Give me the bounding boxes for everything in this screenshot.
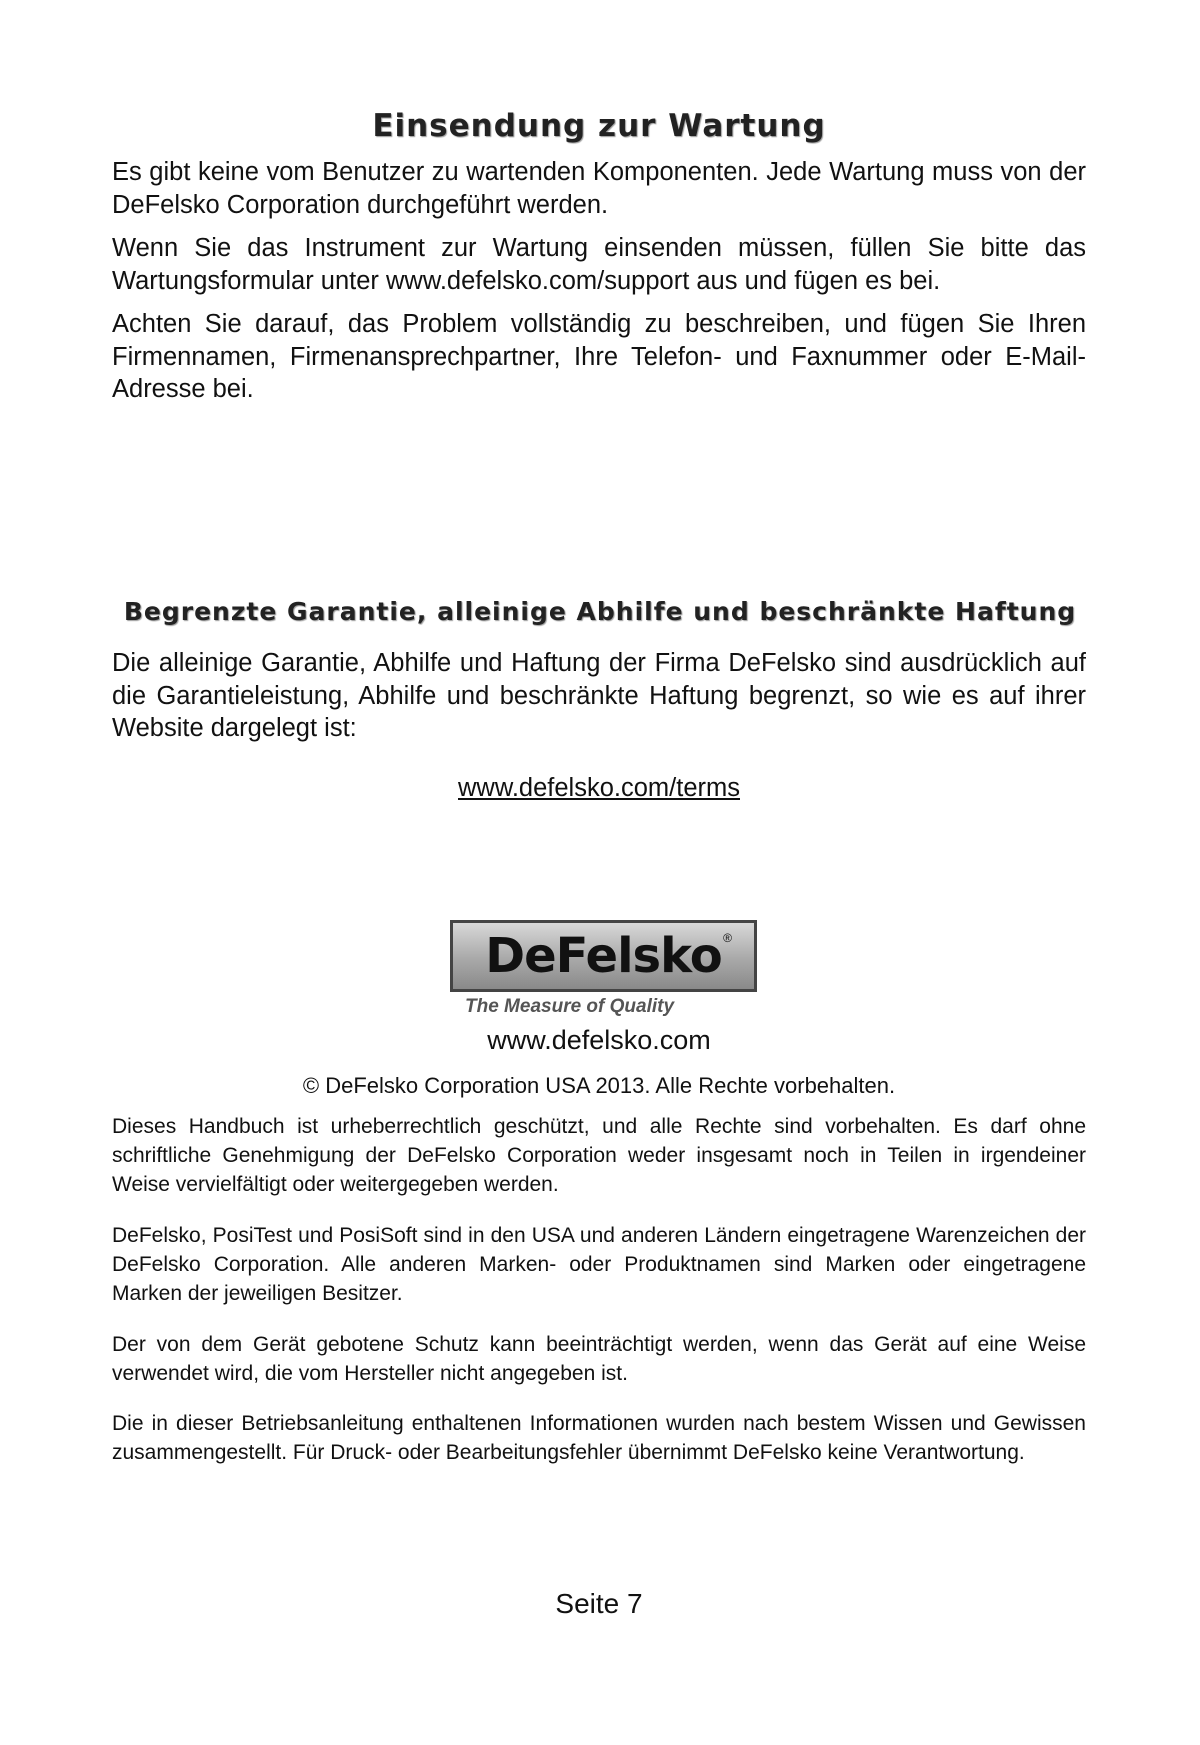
section-title-service: Einsendung zur Wartung	[372, 108, 826, 144]
legal-paragraph: Die in dieser Betriebsanleitung enthaltenen Informationen wurden nach bestem Wissen und Gewissen zusammengestellt. Für Druck- oder Bearbeitungsfehler übernimmt DeFelsko keine Verantwortung.	[112, 1412, 1086, 1464]
service-paragraph: Wenn Sie das Instrument zur Wartung einsenden müssen, füllen Sie bitte das Wartungsformular unter www.defelsko.com/support aus und fügen es bei.	[112, 234, 1086, 295]
copyright: © DeFelsko Corporation USA 2013. Alle Rechte vorbehalten.	[302, 1073, 896, 1098]
legal-paragraph: Der von dem Gerät gebotene Schutz kann beeinträchtigt werden, wenn das Gerät auf eine Weise verwendet wird, die vom Hersteller nicht angegeben ist.	[112, 1333, 1086, 1385]
service-paragraph: Achten Sie darauf, das Problem vollständig zu beschreiben, und fügen Sie Ihren Firmennamen, Firmenansprechpartner, Ihre Telefon- und Faxnummer oder E-Mail-Adresse bei.	[112, 310, 1086, 403]
logo-tagline: The Measure of Quality	[465, 996, 675, 1017]
service-paragraph: Es gibt keine vom Benutzer zu wartenden Komponenten. Jede Wartung muss von der DeFelsko Corporation durchgeführt werden.	[112, 158, 1086, 219]
warranty-paragraph: Die alleinige Garantie, Abhilfe und Haftung der Firma DeFelsko sind ausdrücklich auf die Garantieleistung, Abhilfe und beschränkte Haftung begrenzt, so wie es auf ihrer Website dargelegt ist:	[112, 649, 1086, 742]
legal-paragraph: Dieses Handbuch ist urheberrechtlich geschützt, und alle Rechte sind vorbehalten. Es darf ohne schriftliche Genehmigung der DeFelsko Corporation weder insgesamt noch in Teilen in irgendeiner Weise vervielfältigt oder weitergegeben werden.	[112, 1115, 1086, 1196]
defelsko-logo: DeFelsko ®	[450, 920, 757, 992]
page-number: Seite 7	[555, 1588, 643, 1619]
terms-link[interactable]: www.defelsko.com/terms	[458, 774, 740, 802]
legal-paragraph: DeFelsko, PosiTest und PosiSoft sind in den USA und anderen Ländern eingetragene Warenzeichen der DeFelsko Corporation. Alle anderen Marken- oder Produktnamen sind Marken oder eingetragene Marken der jeweiligen Besitzer.	[112, 1224, 1086, 1305]
website-url: www.defelsko.com	[487, 1025, 711, 1055]
section-title-warranty: Begrenzte Garantie, alleinige Abhilfe und beschränkte Haftung	[123, 597, 1077, 626]
